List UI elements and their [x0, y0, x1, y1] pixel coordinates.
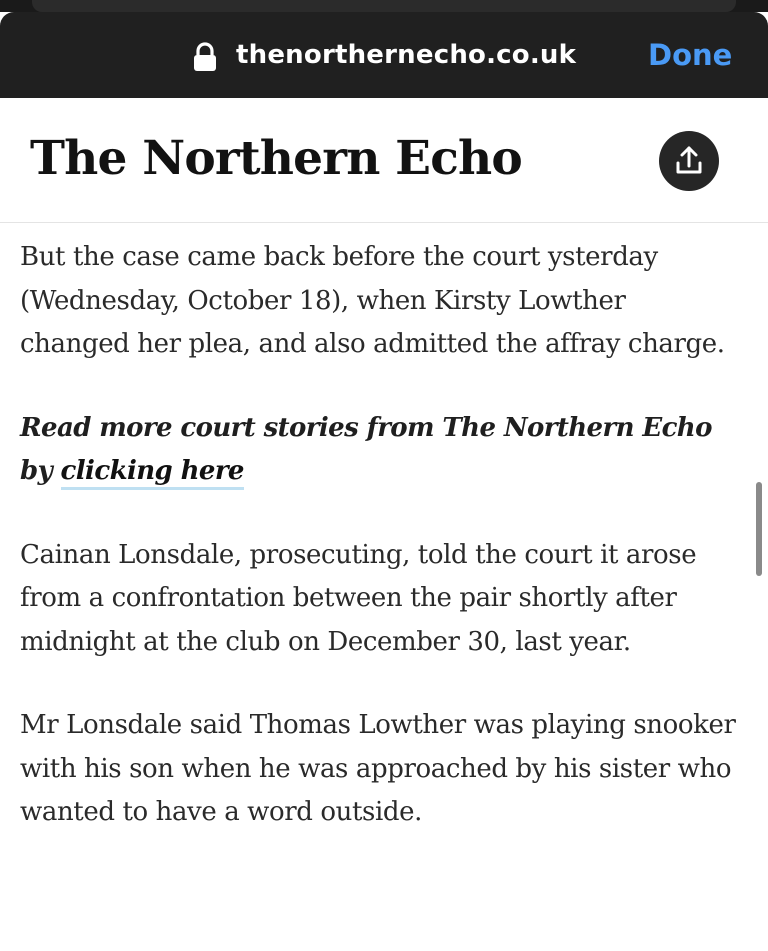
share-icon — [659, 131, 719, 191]
article-body — [20, 236, 738, 875]
background-sheet — [32, 0, 736, 12]
site-title[interactable]: The Northern Echo — [30, 131, 522, 186]
top-strip — [0, 0, 768, 12]
url-text[interactable]: thenorthernecho.co.uk — [236, 40, 577, 70]
read-more-promo — [20, 407, 738, 494]
done-button[interactable]: Done — [648, 35, 732, 75]
article-paragraph: But the case came back before the court ysterday (Wednesday, October 18), when Kirsty Lowther changed her plea, and also admitted the affray charge. — [20, 242, 725, 359]
promo-text: Read more court stories from The Northern Echo by — [20, 412, 712, 486]
clicking-here-link[interactable]: clicking here — [61, 456, 244, 490]
site-header — [0, 98, 768, 223]
article-paragraph: Cainan Lonsdale, prosecuting, told the court it arose from a confrontation between the pair shortly after midnight at the club on December 30, last year. — [20, 539, 697, 657]
browser-url-bar — [0, 12, 768, 98]
lock-icon — [192, 42, 218, 72]
share-button[interactable] — [659, 131, 719, 191]
article-paragraph: Mr Lonsdale said Thomas Lowther was playing snooker with his son when he was approached by his sister who wanted to have a word outside. — [20, 710, 736, 827]
scrollbar[interactable] — [756, 482, 762, 576]
